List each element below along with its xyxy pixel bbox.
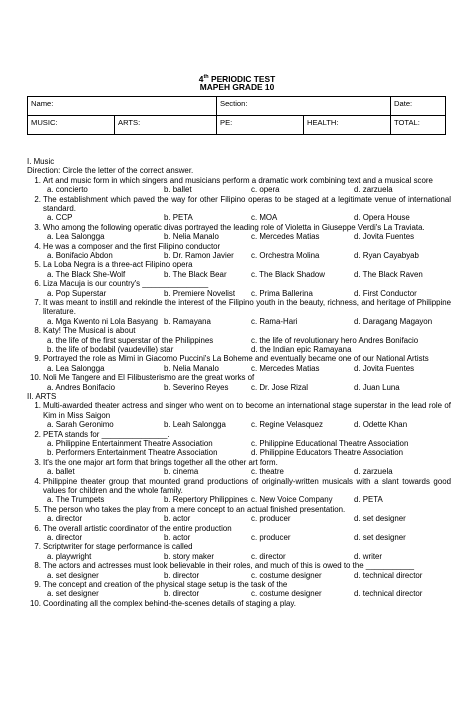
options-row [27, 345, 451, 354]
question-item [27, 477, 451, 505]
answer-option[interactable]: a. Philippine Entertainment Theatre Association [47, 438, 213, 448]
question-item [27, 505, 451, 524]
options-row [27, 514, 451, 523]
options-row [27, 383, 451, 392]
date-cell[interactable]: Date: [391, 97, 446, 116]
answer-option[interactable]: b. Ramayana [164, 316, 211, 326]
pe-score-cell[interactable]: PE: [217, 116, 304, 135]
question-text: Scriptwriter for stage performance is called [43, 542, 193, 552]
question-text-row [27, 195, 451, 214]
question-item [27, 195, 451, 223]
answer-option[interactable]: a. Andres Bonifacio [47, 382, 115, 392]
options-row [27, 448, 451, 457]
options-row [27, 251, 451, 260]
question-text-row [27, 401, 451, 420]
answer-option[interactable]: d. zarzuela [354, 467, 393, 477]
answer-option[interactable]: a. Sarah Geronimo [47, 420, 114, 430]
options-row [27, 552, 451, 561]
question-text-row [27, 580, 451, 589]
question-text-row [27, 279, 451, 288]
answer-option[interactable]: c. Dr. Jose Rizal [251, 382, 309, 392]
question-item [27, 542, 451, 561]
question-text-row [27, 260, 451, 269]
question-text-row [27, 223, 451, 232]
question-text: Multi-awarded theater actress and singer who went on to become an international stage superstar in the lead role of Kim in Miss Saigon [43, 401, 451, 420]
question-item [27, 223, 451, 242]
question-number: 7. [34, 542, 41, 552]
answer-option[interactable]: c. director [251, 551, 286, 561]
question-text-row [27, 176, 451, 185]
arts-question-list [27, 401, 451, 608]
answer-option[interactable]: a. Bonifacio Abdon [47, 250, 113, 260]
answer-option[interactable]: b. Premiere Novelist [164, 288, 236, 298]
answer-option[interactable]: a. Mga Kwento ni Lola Basyang [47, 316, 158, 326]
answer-option[interactable]: c. costume designer [251, 589, 322, 599]
options-row [27, 289, 451, 298]
answer-option[interactable]: d. technical director [354, 589, 423, 599]
options-row [27, 336, 451, 345]
options-row [27, 232, 451, 241]
answer-option[interactable]: a. Pop Superstar [47, 288, 107, 298]
options-row [27, 495, 451, 504]
answer-option[interactable]: d. Ryan Cayabyab [354, 250, 419, 260]
question-text: La Loba Negra is a three-act Filipino opera [43, 260, 193, 270]
options-row [27, 420, 451, 429]
question-number: 7. [34, 297, 41, 307]
answer-option[interactable]: d. The Black Raven [354, 269, 423, 279]
answer-option[interactable]: b. the life of bodabil (vaudeville) star [47, 344, 174, 354]
question-text: The establishment which paved the way for other Filipino operas to be staged at a legitimate venue of international standard. [43, 194, 451, 213]
answer-option[interactable]: c. opera [251, 185, 280, 195]
question-number: 9. [34, 579, 41, 589]
question-text: It's the one major art form that brings together all the other art form. [43, 457, 278, 467]
answer-option[interactable]: b. Severino Reyes [164, 382, 229, 392]
question-text: Noli Me Tangere and El Filibusterismo are the great works of [43, 373, 255, 383]
question-text: It was meant to instill and rekindle the interest of the Filipino youth in the beauty, richness, and heritage of Philippine literature. [43, 297, 451, 317]
question-number: 10. [30, 373, 41, 383]
answer-option[interactable]: a. ballet [47, 467, 75, 477]
question-item [27, 373, 451, 392]
answer-option[interactable]: a. set designer [47, 589, 99, 599]
question-text-row [27, 599, 451, 608]
question-item [27, 326, 451, 354]
question-text: Katy! The Musical is about [43, 326, 136, 336]
answer-option[interactable]: c. producer [251, 532, 291, 542]
question-number: 1. [34, 175, 41, 185]
question-number: 1. [34, 401, 41, 411]
answer-option[interactable]: d. Daragang Magayon [354, 316, 433, 326]
answer-option[interactable]: d. First Conductor [354, 288, 417, 298]
question-item [27, 599, 451, 608]
answer-option[interactable]: a. The Black She-Wolf [47, 269, 126, 279]
question-number: 6. [34, 279, 41, 289]
question-text-row [27, 477, 451, 496]
answer-option[interactable]: a. director [47, 532, 83, 542]
test-content [27, 157, 451, 608]
question-number: 4. [34, 241, 41, 251]
question-number: 3. [34, 457, 41, 467]
question-number: 4. [34, 476, 41, 486]
question-number: 3. [34, 222, 41, 232]
question-text-row [27, 542, 451, 551]
answer-option[interactable]: d. PETA [354, 495, 383, 505]
options-row [27, 213, 451, 222]
answer-option[interactable]: d. zarzuela [354, 185, 393, 195]
answer-option[interactable]: a. set designer [47, 570, 99, 580]
answer-option[interactable]: a. the life of the first superstar of the Philippines [47, 335, 214, 345]
question-item [27, 242, 451, 261]
question-number: 9. [34, 354, 41, 364]
question-number: 8. [34, 561, 41, 571]
question-number: 6. [34, 523, 41, 533]
answer-option[interactable]: d. set designer [354, 514, 406, 524]
music-directions: Direction: Circle the letter of the correct answer. [27, 166, 194, 176]
answer-option[interactable]: c. New Voice Company [251, 495, 333, 505]
question-text: The concept and creation of the physical stage setup is the task of the [43, 579, 288, 589]
question-number: 8. [34, 326, 41, 336]
question-text: PETA stands for _______________. [43, 429, 170, 439]
answer-option[interactable]: d. set designer [354, 532, 406, 542]
question-item [27, 176, 451, 195]
question-text: The person who takes the play from a mere concept to an actual finished presentation. [43, 504, 346, 514]
answer-option[interactable]: a. playwright [47, 551, 92, 561]
question-item [27, 561, 451, 580]
answer-option[interactable]: b. Nelia Manalo [164, 232, 219, 242]
answer-option[interactable]: d. Odette Khan [354, 420, 408, 430]
question-text: He was a composer and the first Filipino conductor [43, 241, 221, 251]
question-text-row [27, 242, 451, 251]
answer-option[interactable]: b. Performers Entertainment Theatre Association [47, 448, 218, 458]
answer-option[interactable]: b. Dr. Ramon Javier [164, 250, 234, 260]
answer-option[interactable]: a. The Trumpets [47, 495, 105, 505]
question-item [27, 298, 451, 326]
question-number: 2. [34, 429, 41, 439]
question-text-row [27, 458, 451, 467]
arts-score-cell[interactable]: ARTS: [115, 116, 217, 135]
answer-option[interactable]: d. the Indian epic Ramayana [251, 344, 352, 354]
question-text-row [27, 430, 451, 439]
answer-option[interactable]: c. Mercedes Matias [251, 363, 320, 373]
answer-option[interactable]: d. Philippine Educators Theatre Association [251, 448, 404, 458]
answer-option[interactable]: b. cinema [164, 467, 199, 477]
answer-option[interactable]: b. actor [164, 514, 191, 524]
answer-option[interactable]: a. director [47, 514, 83, 524]
options-row [27, 571, 451, 580]
options-row [27, 467, 451, 476]
section-cell[interactable]: Section: [217, 97, 391, 116]
answer-option[interactable]: b. The Black Bear [164, 269, 227, 279]
total-score-cell[interactable]: TOTAL: [391, 116, 446, 135]
music-heading: I. Music [27, 157, 55, 166]
question-number: 5. [34, 504, 41, 514]
question-item [27, 524, 451, 543]
question-text-row [27, 354, 451, 363]
music-question-list [27, 176, 451, 392]
options-row [27, 270, 451, 279]
question-text: The actors and actresses must look believable in their roles, and much of this is owed to the ___________ [43, 561, 415, 571]
name-cell[interactable]: Name: [28, 97, 217, 116]
question-item [27, 279, 451, 298]
title-text: PERIODIC TEST [208, 73, 276, 84]
answer-option[interactable]: b. Nelia Manalo [164, 363, 219, 373]
options-row [27, 533, 451, 542]
student-info-table [27, 96, 446, 135]
options-row [27, 317, 451, 326]
options-row [27, 364, 451, 373]
question-item [27, 260, 451, 279]
answer-option[interactable]: c. costume designer [251, 570, 322, 580]
question-text: Who among the following operatic divas portrayed the leading role of Violetta in Giuseppe Verdi's La Traviata. [43, 222, 425, 232]
answer-option[interactable]: a. Lea Salongga [47, 232, 105, 242]
answer-option[interactable]: d. technical director [354, 570, 423, 580]
question-text: Liza Macuja is our country's _______________ [43, 279, 209, 289]
question-item [27, 401, 451, 429]
question-item [27, 430, 451, 458]
options-row [27, 439, 451, 448]
question-text-row [27, 326, 451, 335]
answer-option[interactable]: a. Lea Salongga [47, 363, 105, 373]
answer-option[interactable]: d. Opera House [354, 213, 410, 223]
answer-option[interactable]: a. CCP [47, 213, 73, 223]
question-number: 2. [34, 194, 41, 204]
info-row-1 [28, 97, 446, 116]
answer-option[interactable]: a. concierto [47, 185, 88, 195]
answer-option[interactable]: b. story maker [164, 551, 214, 561]
answer-option[interactable]: c. Philippine Educational Theatre Association [251, 438, 409, 448]
answer-option[interactable]: b. director [164, 589, 200, 599]
question-text-row [27, 298, 451, 317]
question-item [27, 354, 451, 373]
question-text: Coordinating all the complex behind-the-scenes details of staging a play. [43, 598, 296, 608]
question-number: 5. [34, 260, 41, 270]
question-text: Portrayed the role as Mimi in Giacomo Puccini's La Boheme and eventually became one of our National Artists [43, 354, 429, 364]
answer-option[interactable]: c. Orchestra Molina [251, 250, 320, 260]
answer-option[interactable]: c. MOA [251, 213, 278, 223]
answer-option[interactable]: d. Jovita Fuentes [354, 363, 415, 373]
answer-option[interactable]: b. Repertory Philippines [164, 495, 248, 505]
answer-option[interactable]: d. Juan Luna [354, 382, 400, 392]
question-text: Art and music form in which singers and musicians perform a dramatic work combining text and a musical score [43, 175, 433, 185]
answer-option[interactable]: b. director [164, 570, 200, 580]
answer-option[interactable]: b. Leah Salongga [164, 420, 226, 430]
question-text: The overall artistic coordinator of the entire production [43, 523, 232, 533]
health-score-cell[interactable]: HEALTH: [304, 116, 391, 135]
answer-option[interactable]: c. Rama-Hari [251, 316, 298, 326]
page-subtitle: MAPEH GRADE 10 [199, 82, 275, 92]
answer-option[interactable]: c. Mercedes Matias [251, 232, 320, 242]
title-number: 4 [198, 73, 204, 84]
options-row [27, 589, 451, 598]
question-text-row [27, 561, 451, 570]
question-text-row [27, 373, 451, 382]
question-text-row [27, 524, 451, 533]
answer-option[interactable]: d. Jovita Fuentes [354, 232, 415, 242]
answer-option[interactable]: b. PETA [164, 213, 193, 223]
answer-option[interactable]: c. the life of revolutionary hero Andres Bonifacio [251, 335, 419, 345]
question-text-row [27, 505, 451, 514]
music-score-cell[interactable]: MUSIC: [28, 116, 115, 135]
answer-option[interactable]: c. producer [251, 514, 291, 524]
options-row [27, 185, 451, 194]
answer-option[interactable]: c. The Black Shadow [251, 269, 325, 279]
answer-option[interactable]: c. Prima Ballerina [251, 288, 313, 298]
answer-option[interactable]: c. theatre [251, 467, 284, 477]
question-item [27, 458, 451, 477]
answer-option[interactable]: d. writer [354, 551, 383, 561]
question-item [27, 580, 451, 599]
title-superscript: th [203, 74, 209, 80]
question-text: Philippine theater group that mounted grand productions of originally-written musicals with a slant towards good values for children and the whole family. [43, 476, 451, 495]
answer-option[interactable]: b. actor [164, 532, 191, 542]
question-number: 10. [30, 598, 41, 608]
arts-heading: II. ARTS [27, 391, 57, 401]
info-row-2 [28, 116, 446, 135]
answer-option[interactable]: b. ballet [164, 185, 192, 195]
answer-option[interactable]: c. Regine Velasquez [251, 420, 323, 430]
